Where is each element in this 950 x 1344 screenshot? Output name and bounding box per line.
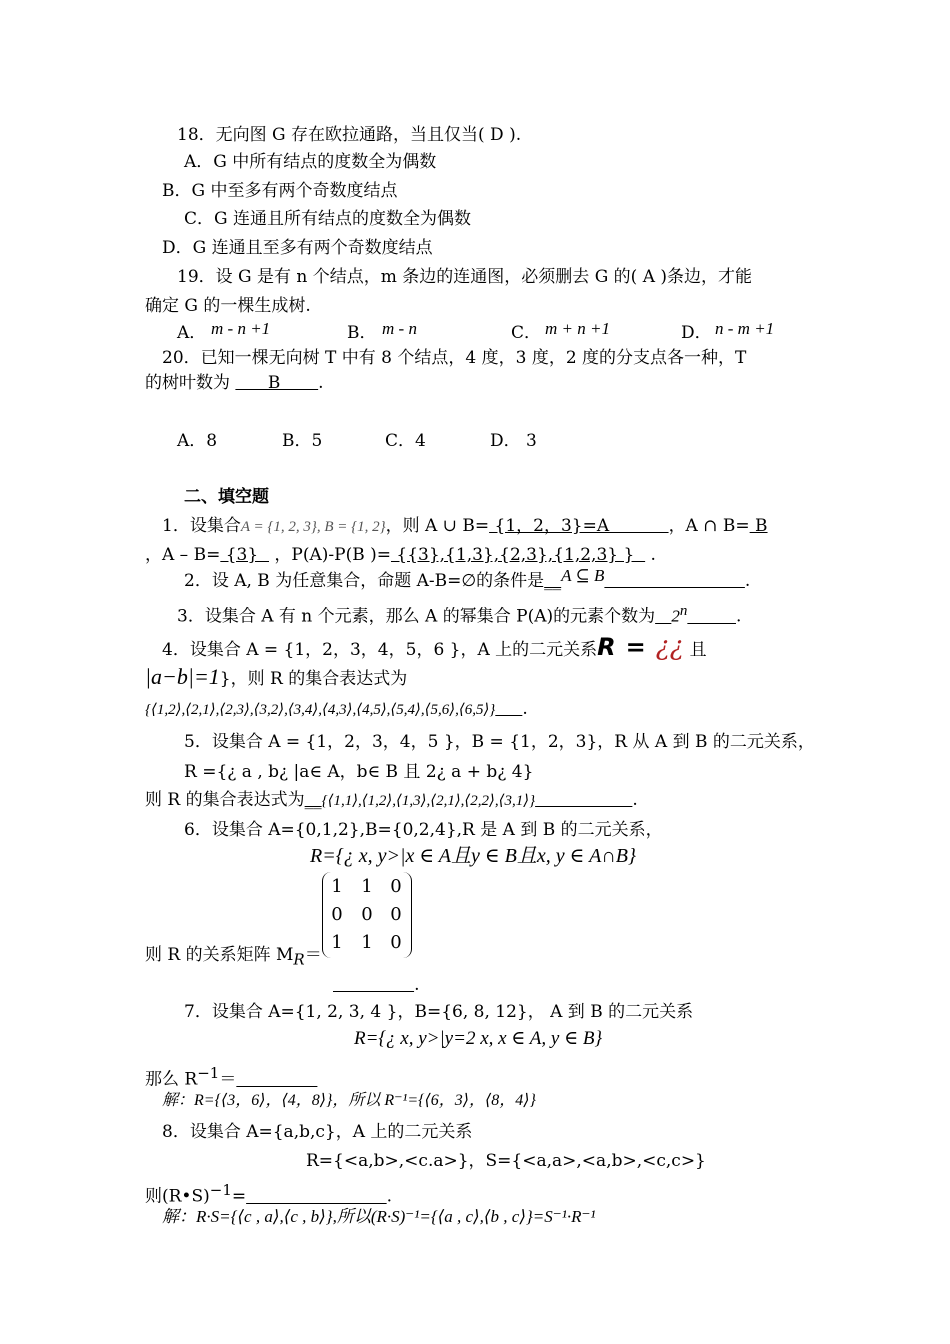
fill-2: 2．设 A, B 为任意集合，命题 A-B=∅的条件是__A ⊆ B .	[184, 566, 751, 591]
section-title: 二、填空题	[184, 487, 269, 507]
q19-option-a-label: A．	[177, 323, 207, 343]
q20-option-c: C．4	[385, 431, 426, 451]
q19-stem-line1: 19．设 G 是有 n 个结点，m 条边的连通图，必须删去 G 的( A )条边，才能	[177, 267, 753, 287]
q19-option-a-value: m - n +1	[211, 319, 271, 338]
fill-7-relation: R={¿ x, y>|y=2 x, x ∈ A, y ∈ B}	[354, 1028, 603, 1049]
q20-option-d: D． 3	[490, 431, 537, 451]
q20-option-a: A．8	[177, 431, 218, 451]
fill-5-line2: R ={¿ a , b¿ |a∈ A，b∈ B 且 2¿ a + b¿ 4}	[184, 762, 534, 782]
q18-option-a: A．G 中所有结点的度数全为偶数	[184, 152, 437, 172]
fill-6-blank: .	[414, 975, 420, 995]
fill-4-answer-line: {⟨1,2⟩,⟨2,1⟩,⟨2,3⟩,⟨3,2⟩,⟨3,4⟩,⟨4,3⟩,⟨4,5⟩,⟨5,4⟩,⟨5,6⟩,⟨6,5⟩} .	[145, 699, 528, 719]
q19-stem-line2: 确定 G 的一棵生成树.	[145, 296, 311, 316]
fill-8-line2: R={<a,b>,<c.a>}，S={<a,a>,<a,b>,<c,c>}	[306, 1151, 706, 1171]
fill-7-line1: 7．设集合 A={1, 2, 3, 4 }，B={6, 8, 12}， A 到 B 的二元关系	[184, 1002, 694, 1022]
fill-1-answer-power: {{3},{1,3},{2,3},{1,2,3} }	[390, 545, 646, 565]
fill-1-answer-diff: {3}	[220, 545, 269, 565]
q20-stem-line2: 的树叶数为 B .	[145, 373, 324, 393]
fill-6-line1: 6．设集合 A={0,1,2},B={0,2,4},R 是 A 到 B 的二元关系，	[184, 820, 663, 840]
fill-1-answer-union: {1，2，3}=A	[489, 516, 669, 536]
fill-3-answer: 2	[671, 606, 680, 626]
fill-4-line1: 4．设集合 A = {1，2，3，4，5，6 }，A 上的二元关系R = ¿¿ 且	[162, 632, 707, 662]
q19-option-c-label: C．	[511, 323, 542, 343]
fill-8-solution: 解：R·S={⟨c , a⟩,⟨c , b⟩},所以(R·S)⁻¹={⟨a , c⟩,⟨b , c⟩}=S⁻¹·R⁻¹	[162, 1207, 596, 1226]
q18-option-b: B．G 中至多有两个奇数度结点	[162, 181, 398, 201]
q20-stem-line1: 20．已知一棵无向树 T 中有 8 个结点，4 度，3 度，2 度的分支点各一种，T	[162, 348, 747, 368]
q19-option-d-label: D．	[681, 323, 712, 343]
q20-answer: B	[235, 373, 319, 393]
fill-2-answer: A ⊆ B	[561, 566, 605, 585]
fill-5-line1: 5．设集合 A = {1，2，3，4，5 }，B = {1，2，3}，R 从 A 到 B 的二元关系，	[184, 732, 815, 752]
relation-matrix: 1 1 0 0 0 0 1 1 0	[322, 872, 412, 958]
fill-7-line3: 那么 $R^{-1}=$	[145, 1064, 237, 1090]
fill-3: 3．设集合 A 有 n 个元素，那么 A 的幂集合 P(A)的元素个数为 2$^n$ .	[177, 603, 742, 627]
q18-option-d: D．G 连通且至多有两个奇数度结点	[162, 238, 433, 258]
fill-6-relation: R={¿ x, y>|x ∈ A且y ∈ B且x, y ∈ A∩B}	[310, 845, 636, 867]
q19-option-b-label: B．	[347, 323, 377, 343]
fill-8-line3: 则(R•S)$^{-1}$= .	[145, 1181, 393, 1207]
fill-4-line2: |a−b|=1}，则 R 的集合表达式为	[145, 664, 408, 689]
q19-option-d-value: n - m +1	[715, 319, 775, 338]
q19-option-c-value: m + n +1	[545, 319, 610, 338]
fill-6-line3: 则 R 的关系矩阵 $M_R=$	[145, 945, 322, 969]
fill-4-answer: {⟨1,2⟩,⟨2,1⟩,⟨2,3⟩,⟨3,2⟩,⟨3,4⟩,⟨4,3⟩,⟨4,5⟩,⟨5,4⟩,⟨5,6⟩,⟨6,5⟩}	[145, 702, 496, 718]
q18-option-c: C．G 连通且所有结点的度数全为偶数	[184, 209, 471, 229]
fill-1-answer-intersection: B	[749, 516, 768, 536]
q19-option-b-value: m - n	[382, 319, 417, 338]
fill-8-line1: 8．设集合 A={a,b,c}，A 上的二元关系	[162, 1122, 473, 1142]
fill-1-line2: ，A – B= {3} ，P(A)-P(B )= {{3},{1,3},{2,3},{1,2,3} } .	[145, 545, 656, 565]
fill-5-line3: 则 R 的集合表达式为__{⟨1,1⟩,⟨1,2⟩,⟨1,3⟩,⟨2,1⟩,⟨2,2⟩,⟨3,1⟩} .	[145, 790, 638, 810]
q20-option-b: B．5	[282, 431, 323, 451]
fill-7-solution: 解：R={⟨3，6⟩，⟨4，8⟩}，所以 R⁻¹={⟨6，3⟩，⟨8，4⟩}	[162, 1092, 536, 1109]
fill-5-answer: {⟨1,1⟩,⟨1,2⟩,⟨1,3⟩,⟨2,1⟩,⟨2,2⟩,⟨3,1⟩}	[321, 793, 536, 809]
q18-stem: 18．无向图 G 存在欧拉通路，当且仅当( D ).	[177, 125, 522, 145]
fill-1-line1: 1．设集合A = {1, 2, 3}, B = {1, 2}，则 A ∪ B= {1，2，3}=A ，A ∩ B= B	[162, 516, 768, 536]
